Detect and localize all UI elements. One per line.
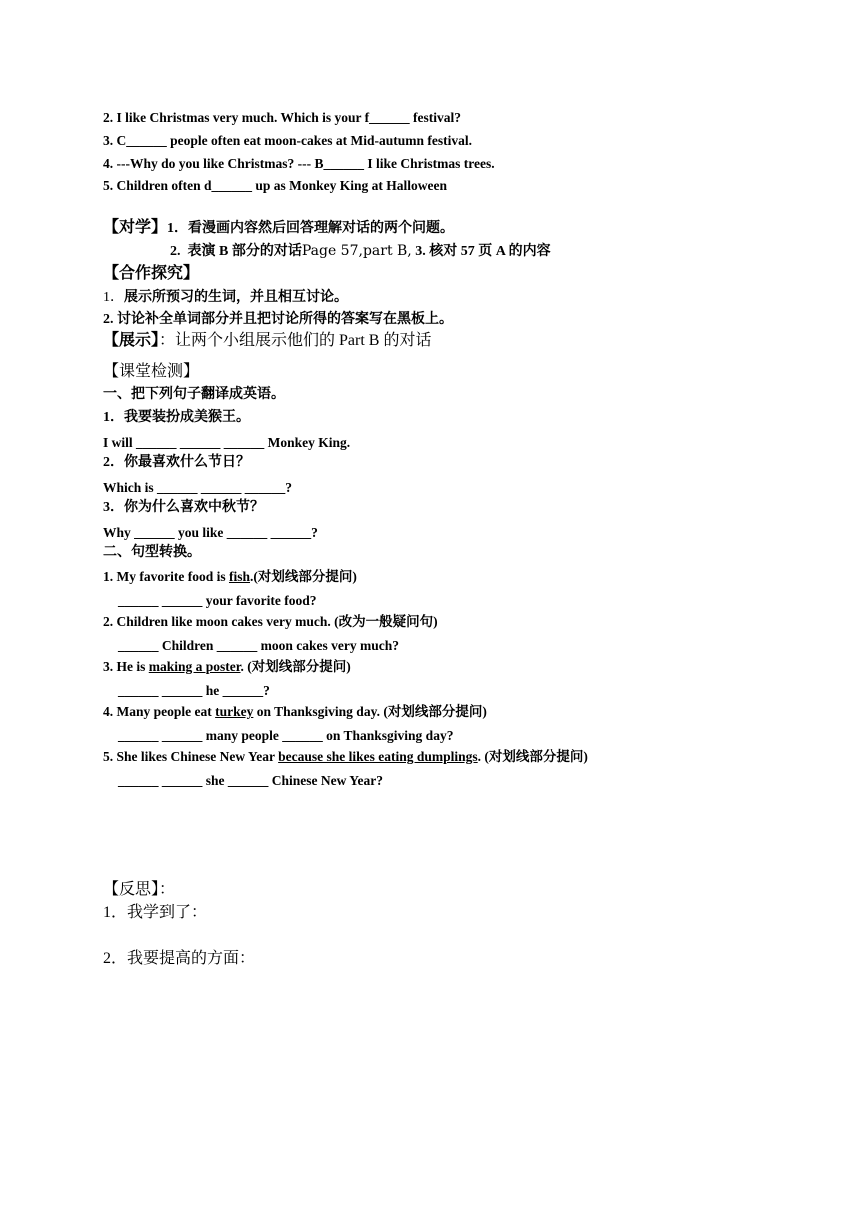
q2-chinese: 2．你最喜欢什么节日？	[103, 455, 250, 470]
duixue-item-1: 1．看漫画内容然后回答理解对话的两个问题。	[167, 221, 455, 236]
q3-english: Why ______ you like ______ ______?	[103, 525, 318, 540]
hezuo-item-1	[103, 289, 348, 305]
transform-4-post: on Thanksgiving day. (对划线部分提问)	[253, 704, 487, 719]
transform-5-pre: 5. She likes Chinese New Year	[103, 749, 279, 764]
q3-chinese: 3．你为什么喜欢中秋节？	[103, 500, 264, 515]
q1-english: I will ______ ______ ______ Monkey King.	[103, 435, 351, 450]
fansi-item-2: 2．我要提高的方面：	[103, 950, 256, 967]
transform-2: 2. Children like moon cakes very much. (改为一般疑问句)	[103, 614, 438, 629]
ketang-heading: 【课堂检测】	[103, 363, 200, 380]
fansi-heading: 【反思】：	[103, 881, 176, 898]
transform-2-answer: ______ Children ______ moon cakes very much?	[118, 638, 400, 653]
duixue-item-2-c: 部分的对话	[231, 244, 302, 259]
duixue-line-2	[170, 244, 551, 259]
transform-4-answer: ______ ______ many people ______ on Thanksgiving day?	[118, 728, 454, 743]
blank-item-3: 3. C______ people often eat moon-cakes at Mid-autumn festival.	[103, 133, 472, 148]
transform-4-pre: 4. Many people eat	[103, 704, 216, 719]
transform-3-answer: ______ ______ he ______?	[118, 683, 270, 698]
zhanshi-line	[103, 333, 431, 349]
hezuo-item-1-text: 展示所预习的生词，并且相互讨论。	[124, 290, 348, 305]
transform-1	[103, 570, 357, 584]
transform-1-pre: 1. My favorite food is	[103, 569, 229, 584]
transform-3	[103, 660, 351, 674]
blank-item-2: 2. I like Christmas very much. Which is your f______ festival?	[103, 110, 462, 125]
duixue-item-3-a: 核对	[429, 244, 458, 259]
fansi-item-1: 1．我学到了：	[103, 904, 208, 921]
transform-4-underlined: turkey	[215, 704, 254, 719]
transform-3-underlined: making a poster	[148, 659, 241, 674]
hezuo-item-2: 2. 讨论补全单词部分并且把讨论所得的答案写在黑板上。	[103, 312, 453, 327]
duixue-heading: 【对学】	[103, 219, 168, 236]
zhanshi-text: ：让两个小组展示他们的 Part B 的对话	[159, 332, 432, 349]
hezuo-heading: 【合作探究】	[103, 265, 200, 282]
q2-english: Which is ______ ______ ______?	[103, 480, 293, 495]
transform-5	[103, 750, 588, 764]
q1-chinese: 1．我要装扮成美猴王。	[103, 410, 250, 425]
transform-1-underlined: fish	[228, 569, 250, 584]
transform-5-post: . (对划线部分提问)	[477, 749, 588, 764]
duixue-item-2-num: 2.	[170, 244, 181, 259]
duixue-item-3-num: 3.	[415, 244, 426, 259]
zhanshi-heading: 【展示】	[103, 332, 160, 349]
transform-3-post: . (对划线部分提问)	[240, 659, 351, 674]
duixue-item-2-a: 表演	[187, 244, 216, 259]
duixue-item-3-c: 页	[478, 244, 493, 259]
duixue-item-3-e: 的内容	[508, 244, 551, 259]
hezuo-item-1-num: 1．	[103, 290, 124, 305]
transform-4	[103, 705, 487, 719]
transform-1-answer: ______ ______ your favorite food?	[118, 593, 317, 608]
duixue-line-1	[103, 220, 454, 236]
duixue-item-3-d: A	[495, 244, 506, 259]
transform-5-underlined: because she likes eating dumplings	[278, 749, 478, 764]
transform-1-post: .(对划线部分提问)	[250, 569, 357, 584]
duixue-item-2-b: B	[219, 244, 229, 259]
part1-title: 一、把下列句子翻译成英语。	[103, 387, 285, 402]
transform-5-answer: ______ ______ she ______ Chinese New Year?	[118, 773, 383, 788]
blank-item-5: 5. Children often d______ up as Monkey King at Halloween	[103, 178, 448, 193]
transform-3-pre: 3. He is	[103, 659, 149, 674]
part2-title: 二、句型转换。	[103, 545, 201, 560]
blank-item-4: 4. ---Why do you like Christmas? --- B______ I like Christmas trees.	[103, 156, 495, 171]
duixue-item-2-d: Page 57,part B,	[301, 243, 412, 259]
duixue-item-3-b: 57	[460, 244, 475, 259]
